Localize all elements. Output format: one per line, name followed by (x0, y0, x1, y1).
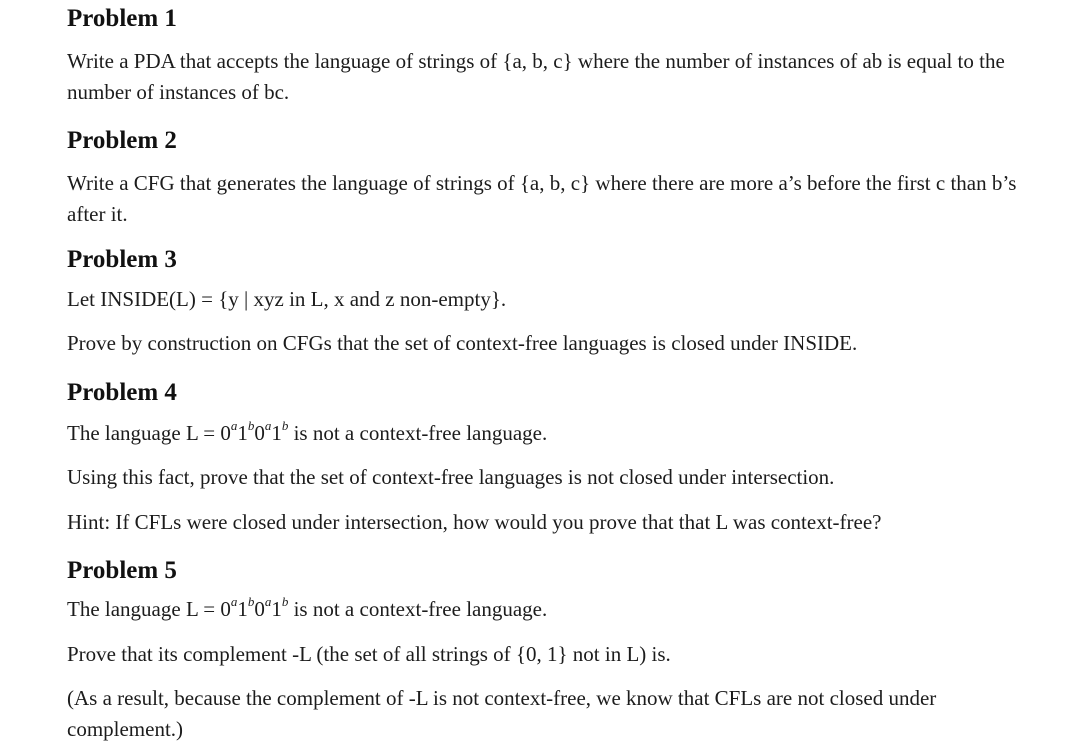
language-suffix: is not a context-free language. (288, 421, 548, 445)
problem-5-task: Prove that its complement -L (the set of all strings of {0, 1} not in L) is. (67, 642, 671, 666)
problem-4-title: Problem 4 (67, 379, 177, 406)
problem-2-title: Problem 2 (67, 127, 177, 154)
problem-4-task: Using this fact, prove that the set of context-free languages is not closed under intersection. (67, 465, 835, 489)
problem-1-title: Problem 1 (67, 5, 177, 32)
problem-1-text: Write a PDA that accepts the language of strings of {a, b, c} where the number of instances of ab is equal to the number of instances of bc. (67, 49, 1005, 104)
language-prefix: The language L = (67, 597, 221, 621)
problem-3-definition: Let INSIDE(L) = {y | xyz in L, x and z non-empty}. (67, 287, 507, 311)
problem-3-task: Prove by construction on CFGs that the set of context-free languages is closed under INSIDE. (67, 331, 858, 355)
problem-4 (67, 378, 882, 538)
problem-3-title: Problem 3 (67, 246, 177, 273)
language-expression: 0$^a$1$^b$0$^a$1$^b$ (220, 418, 289, 445)
problem-1 (67, 4, 1052, 108)
language-suffix: is not a context-free language. (288, 597, 548, 621)
problem-5-title: Problem 5 (67, 557, 177, 584)
problem-5 (67, 556, 1052, 745)
problem-5-note: (As a result, because the complement of -L is not context-free, we know that CFLs are not closed under complement.) (67, 686, 937, 741)
problem-4-language-statement (67, 418, 882, 449)
problem-5-language-statement (67, 594, 1052, 625)
language-prefix: The language L = (67, 421, 221, 445)
problem-4-hint: Hint: If CFLs were closed under intersection, how would you prove that that L was context-free? (67, 510, 882, 534)
problem-3 (67, 245, 857, 359)
problem-2 (67, 126, 1052, 230)
language-expression: 0$^a$1$^b$0$^a$1$^b$ (220, 594, 289, 621)
problem-2-text: Write a CFG that generates the language of strings of {a, b, c} where there are more a’s before the first c than b’s after it. (67, 171, 1017, 226)
